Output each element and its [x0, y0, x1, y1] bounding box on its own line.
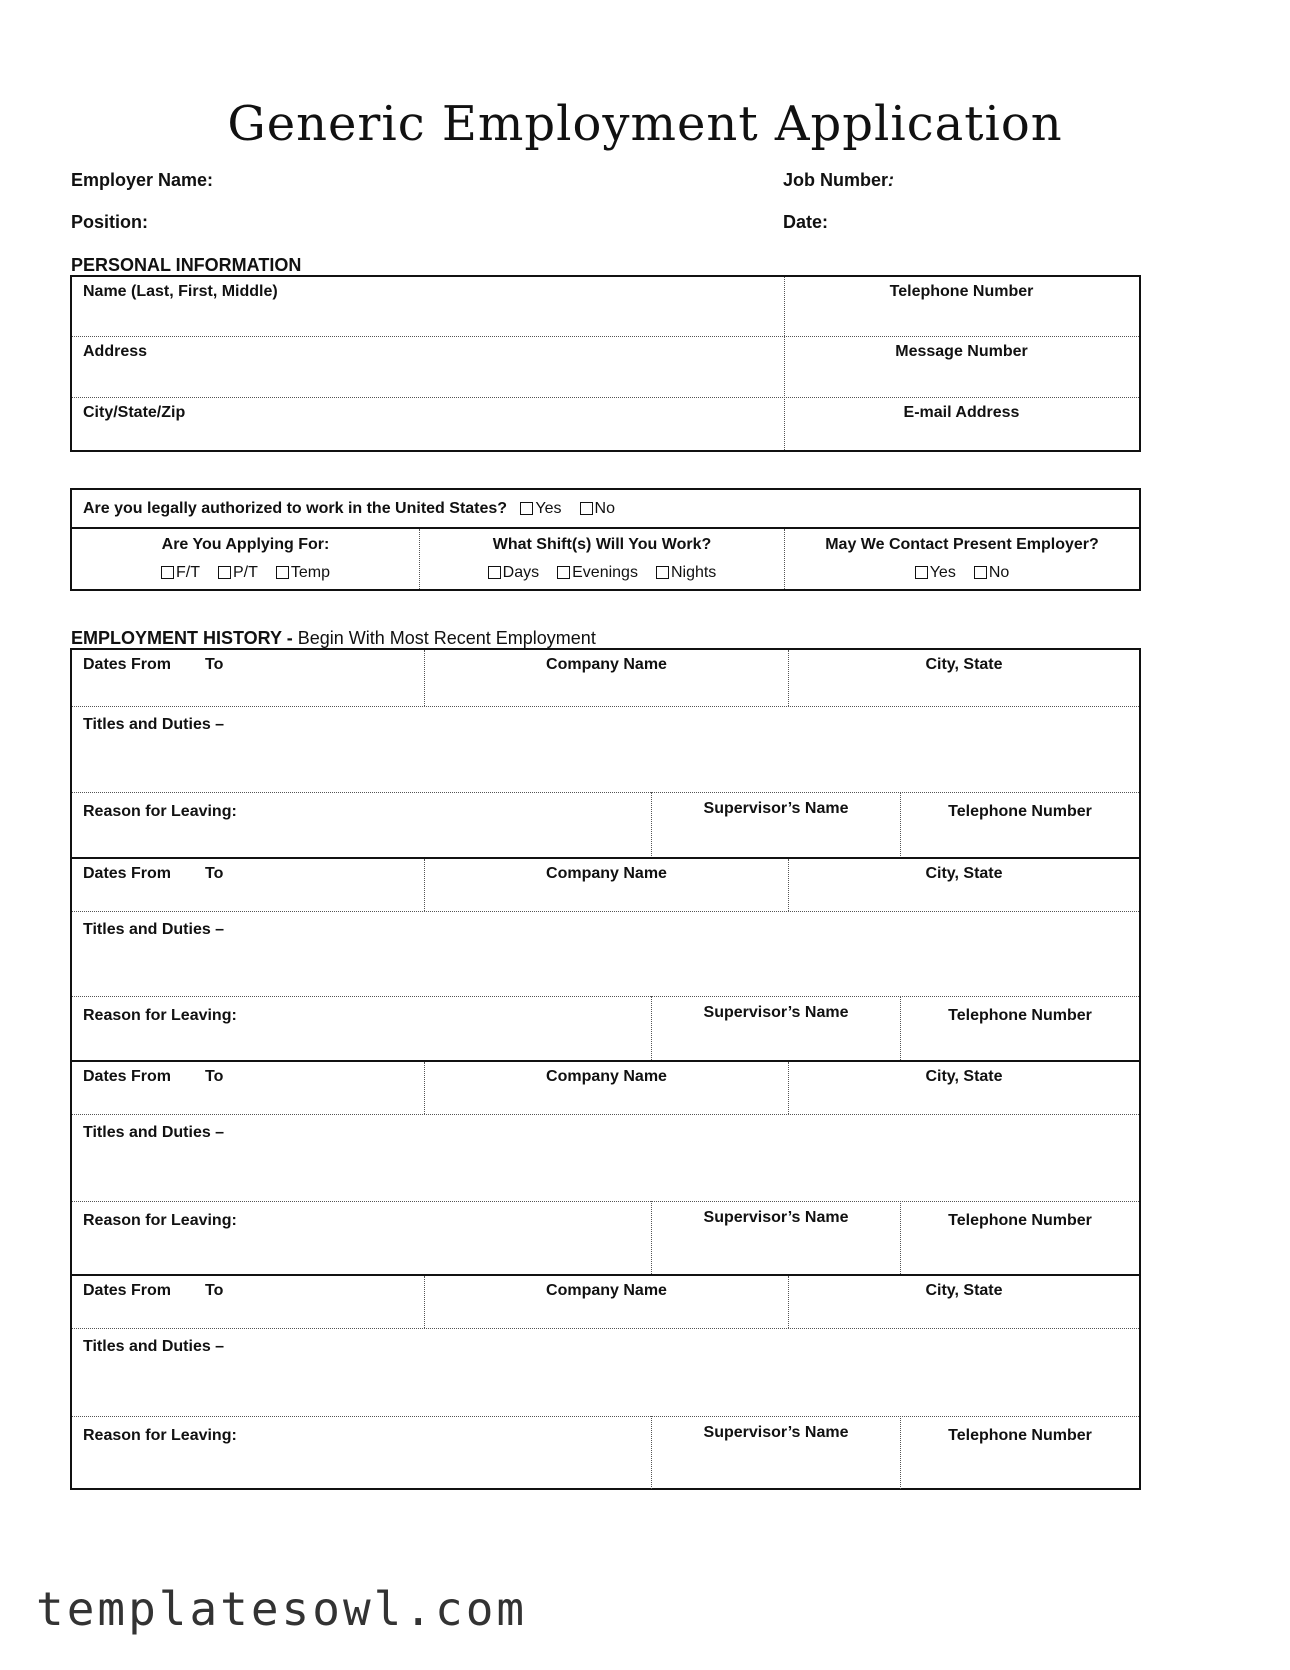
city-state-zip-label: City/State/Zip	[83, 404, 186, 421]
supervisor-telephone-label: Telephone Number	[948, 803, 1092, 820]
titles-duties-field[interactable]	[72, 1329, 1139, 1416]
company-name-label: Company Name	[546, 656, 667, 673]
name-label: Name (Last, First, Middle)	[83, 283, 278, 300]
employment-history-table	[70, 648, 1141, 1490]
titles-duties-label: Titles and Duties –	[83, 1338, 225, 1355]
checkbox-icon[interactable]	[276, 566, 289, 579]
city-state-label: City, State	[925, 1068, 1003, 1085]
supervisor-name-field[interactable]	[652, 793, 900, 858]
dates-from-label: Dates From	[83, 1068, 172, 1085]
city-state-field[interactable]	[789, 650, 1139, 706]
city-state-label: City, State	[925, 1282, 1003, 1299]
titles-duties-label: Titles and Duties –	[83, 1124, 225, 1141]
employment-history-heading: EMPLOYMENT HISTORY - Begin With Most Recent Employment	[71, 628, 596, 648]
reason-for-leaving-label: Reason for Leaving:	[83, 1427, 237, 1444]
employment-entry	[72, 859, 1139, 1060]
reason-for-leaving-label: Reason for Leaving:	[83, 803, 237, 820]
telephone-label: Telephone Number	[889, 283, 1034, 300]
company-name-field[interactable]	[425, 650, 788, 706]
supervisor-telephone-label: Telephone Number	[948, 1212, 1092, 1229]
page-title: Generic Employment Application	[227, 96, 1063, 152]
work-authorization-row	[72, 492, 1139, 527]
watermark-text: templatesowl.com	[36, 1582, 528, 1636]
supervisor-name-field[interactable]	[652, 1417, 900, 1489]
dates-to-label: To	[205, 1068, 224, 1085]
company-name-field[interactable]	[425, 1276, 788, 1328]
titles-duties-field[interactable]	[72, 707, 1139, 792]
city-state-field[interactable]	[789, 1062, 1139, 1114]
supervisor-telephone-field[interactable]	[901, 793, 1139, 858]
city-state-label: City, State	[925, 865, 1003, 882]
pt-option[interactable]: P/T	[218, 564, 258, 581]
job-number-label: Job Number:	[783, 170, 895, 190]
dates-field[interactable]	[72, 650, 424, 706]
checkbox-icon[interactable]	[161, 566, 174, 579]
contact-employer-cell	[785, 530, 1139, 590]
authorized-no-option[interactable]: No	[580, 500, 615, 517]
reason-for-leaving-label: Reason for Leaving:	[83, 1007, 237, 1024]
dates-field[interactable]	[72, 859, 424, 911]
email-label: E-mail Address	[903, 404, 1020, 421]
checkbox-icon[interactable]	[218, 566, 231, 579]
titles-duties-label: Titles and Duties –	[83, 716, 225, 733]
supervisor-name-label: Supervisor’s Name	[703, 1209, 849, 1226]
email-field[interactable]	[784, 398, 1139, 450]
work-authorization-question: Are you legally authorized to work in the United States?	[83, 500, 508, 517]
supervisor-name-label: Supervisor’s Name	[703, 1004, 849, 1021]
supervisor-name-label: Supervisor’s Name	[703, 800, 849, 817]
message-number-field[interactable]	[784, 337, 1139, 397]
name-field[interactable]	[72, 277, 784, 336]
supervisor-telephone-label: Telephone Number	[948, 1427, 1092, 1444]
address-label: Address	[83, 343, 148, 360]
dates-field[interactable]	[72, 1276, 424, 1328]
company-name-label: Company Name	[546, 1282, 667, 1299]
supervisor-name-label: Supervisor’s Name	[703, 1424, 849, 1441]
checkbox-icon[interactable]	[557, 566, 570, 579]
date-label: Date:	[783, 212, 829, 232]
contact-employer-question: May We Contact Present Employer?	[825, 536, 1099, 553]
personal-info-heading: PERSONAL INFORMATION	[71, 255, 302, 275]
dates-to-label: To	[205, 1282, 224, 1299]
company-name-field[interactable]	[425, 1062, 788, 1114]
dates-from-label: Dates From	[83, 1282, 172, 1299]
row-divider	[72, 527, 1139, 529]
employment-entry	[72, 650, 1139, 858]
days-option[interactable]: Days	[488, 564, 539, 581]
evenings-option[interactable]: Evenings	[557, 564, 638, 581]
supervisor-telephone-field[interactable]	[901, 1202, 1139, 1274]
dates-from-label: Dates From	[83, 656, 172, 673]
temp-option[interactable]: Temp	[276, 564, 330, 581]
company-name-label: Company Name	[546, 1068, 667, 1085]
telephone-field[interactable]	[784, 277, 1139, 336]
employment-entry	[72, 1062, 1139, 1274]
authorized-yes-option[interactable]: Yes	[520, 500, 561, 517]
reason-for-leaving-field[interactable]	[72, 793, 651, 858]
company-name-field[interactable]	[425, 859, 788, 911]
checkbox-icon[interactable]	[488, 566, 501, 579]
shift-question: What Shift(s) Will You Work?	[492, 536, 712, 553]
supervisor-name-field[interactable]	[652, 997, 900, 1060]
city-state-zip-field[interactable]	[72, 398, 784, 450]
shift-cell	[420, 530, 784, 590]
reason-for-leaving-field[interactable]	[72, 1417, 651, 1489]
supervisor-telephone-field[interactable]	[901, 997, 1139, 1060]
reason-for-leaving-label: Reason for Leaving:	[83, 1212, 237, 1229]
supervisor-name-field[interactable]	[652, 1202, 900, 1274]
personal-info-table	[70, 275, 1141, 452]
checkbox-icon[interactable]	[915, 566, 928, 579]
titles-duties-label: Titles and Duties –	[83, 921, 225, 938]
position-label: Position:	[71, 212, 148, 232]
dates-to-label: To	[205, 865, 224, 882]
checkbox-icon[interactable]	[520, 502, 533, 515]
titles-duties-field[interactable]	[72, 912, 1139, 996]
dates-field[interactable]	[72, 1062, 424, 1114]
eligibility-table	[70, 488, 1141, 591]
message-number-label: Message Number	[895, 343, 1028, 360]
nights-option[interactable]: Nights	[656, 564, 716, 581]
employment-entry	[72, 1276, 1139, 1489]
dates-from-label: Dates From	[83, 865, 172, 882]
ft-option[interactable]: F/T	[161, 564, 200, 581]
reason-for-leaving-field[interactable]	[72, 997, 651, 1060]
checkbox-icon[interactable]	[580, 502, 593, 515]
dates-to-label: To	[205, 656, 224, 673]
titles-duties-field[interactable]	[72, 1115, 1139, 1201]
applying-for-cell	[72, 530, 419, 590]
checkbox-icon[interactable]	[656, 566, 669, 579]
city-state-field[interactable]	[789, 859, 1139, 911]
employer-name-label: Employer Name:	[71, 170, 214, 190]
company-name-label: Company Name	[546, 865, 667, 882]
supervisor-telephone-label: Telephone Number	[948, 1007, 1092, 1024]
contact-no-option[interactable]: No	[974, 564, 1009, 581]
city-state-field[interactable]	[789, 1276, 1139, 1328]
city-state-label: City, State	[925, 656, 1003, 673]
contact-yes-option[interactable]: Yes	[915, 564, 956, 581]
reason-for-leaving-field[interactable]	[72, 1202, 651, 1274]
supervisor-telephone-field[interactable]	[901, 1417, 1139, 1489]
applying-for-question: Are You Applying For:	[161, 536, 330, 553]
checkbox-icon[interactable]	[974, 566, 987, 579]
address-field[interactable]	[72, 337, 784, 397]
